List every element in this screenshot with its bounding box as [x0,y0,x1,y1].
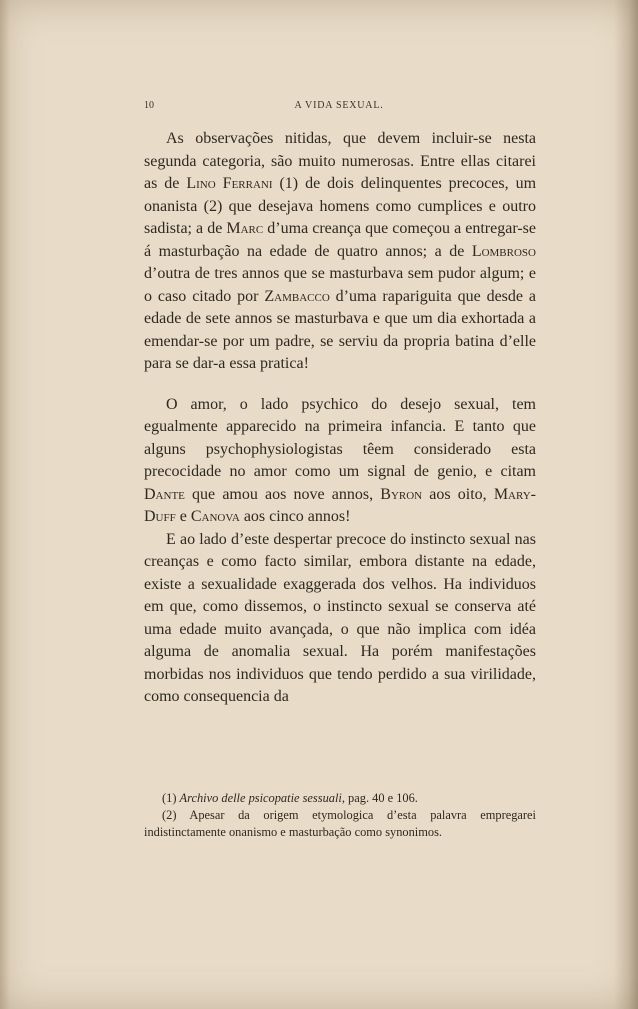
proper-name: Dante [144,485,185,503]
text-run: pag. 40 e 106. [344,791,418,805]
page-edge-shadow [614,0,638,1009]
body-text [144,128,536,709]
text-run: d’uma creança que começou a entregar-se á masturbação na edade de quatro annos; a de [144,220,536,260]
text-run: d’outra de tres annos que se masturbava sem pudor algum; e o caso citado por [144,265,536,305]
proper-name: Lino Ferrani [186,175,273,192]
text-run: (1) [162,791,180,805]
text-run: O amor, o lado psychico do desejo sexual, tem egualmente apparecido na primeira infancia. E tanto que alguns psychophysiologistas têem considerado esta precocidade no amor como um signal de genio, e citam [144,395,536,480]
proper-name: Zambacco [264,287,330,305]
footnotes [144,790,536,841]
text-run: que amou aos nove annos, [184,485,381,503]
proper-name: Lombroso [471,242,536,260]
page-gutter-shadow [0,0,10,1009]
proper-name: Mary-Duff [144,485,537,525]
footnote-1 [144,790,536,807]
footnote-2 [144,807,536,841]
cited-title: Archivo delle psicopatie sessuali, [179,791,345,805]
text-run: e [175,508,191,525]
page-number: 10 [144,100,154,111]
page-header [144,100,534,116]
paragraph-2 [144,394,536,529]
text-run: (2) Apesar da origem etymologica d’esta palavra empregarei indistinctamente onanismo e masturbação como synonimos. [144,808,536,839]
text-run: (1) de dois delinquentes precoces, um onanista (2) que desejava homens como cumplices e outro sadista; a de [144,175,537,237]
paragraph-1 [144,128,536,376]
running-title: A VIDA SEXUAL. [294,100,384,111]
text-run: As observações nitidas, que devem incluir-se nesta segunda categoria, são muito numerosas. Entre ellas citarei as de [144,130,536,192]
text-run: aos oito, [422,485,494,503]
paragraph-3 [144,529,536,709]
text-run: aos cinco annos! [239,508,351,525]
proper-name: Marc [226,220,264,237]
proper-name: Byron [380,485,423,503]
proper-name: Canova [190,508,240,525]
text-run: d’uma rapariguita que desde a edade de sete annos se masturbava e que um dia exhortada a emendar-se por um padre, se serviu da propria batina d’elle para se dar-a essa pratica! [144,287,536,372]
text-run: E ao lado d’este despertar precoce do instincto sexual nas creanças e como facto similar, embora distante na edade, existe a sexualidade exaggerada dos velhos. Ha individuos em que, como dissemos, o instincto sexual se conserva até uma edade muito avançada, o que não implica com idéa alguma de anomalia sexual. Ha porém manifestações morbidas nos individuos que tendo perdido a sua virilidade, como consequencia da [144,530,536,705]
